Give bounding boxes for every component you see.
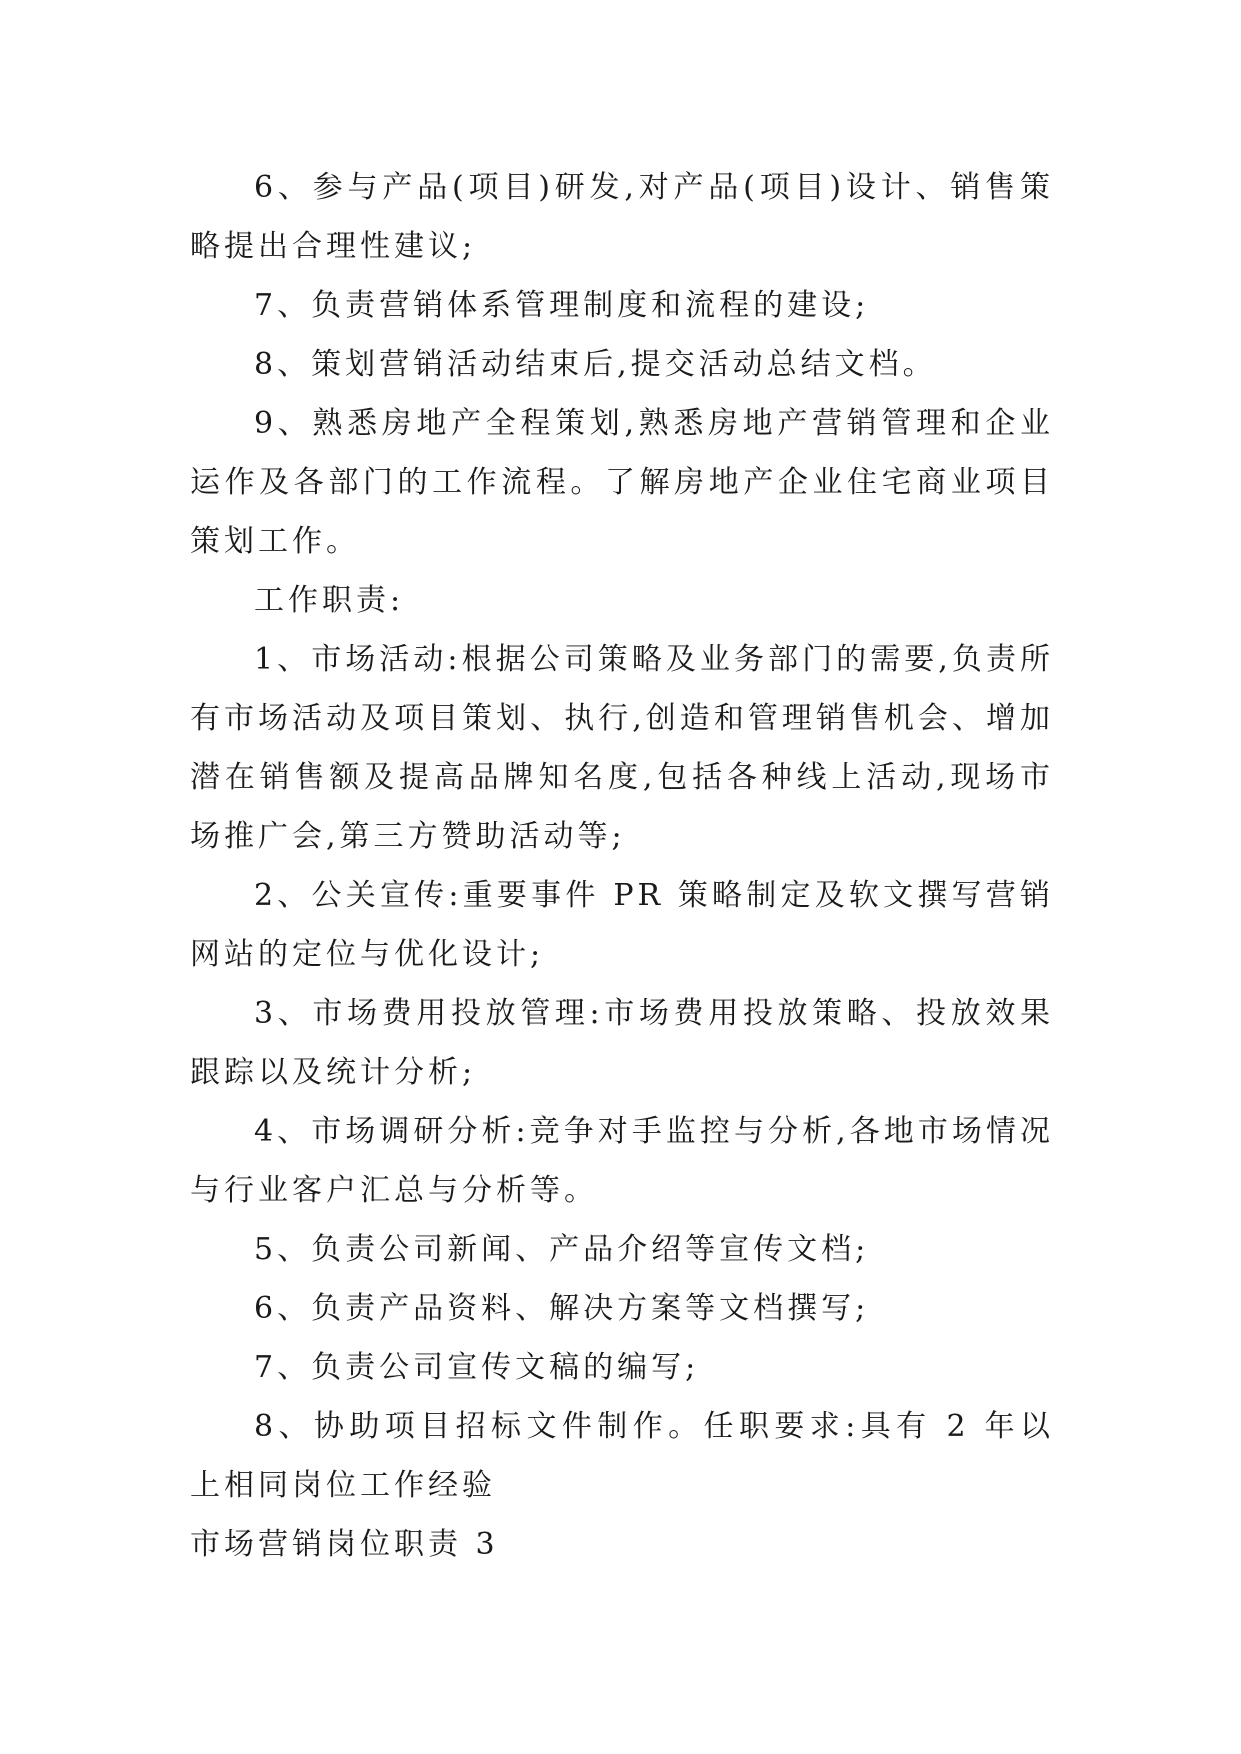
- paragraph-item-8-activity-summary: 8、策划营销活动结束后,提交活动总结文档。: [254, 347, 937, 382]
- duties-label: 工作职责:: [254, 583, 405, 618]
- paragraph-item-6-product-development: 6、参与产品(项目)研发,对产品(项目)设计、销售策略提出合理性建议;: [190, 170, 1054, 264]
- duty-item-3-budget-management: 3、市场费用投放管理:市场费用投放策略、投放效果跟踪以及统计分析;: [190, 996, 1054, 1090]
- duty-item-4-market-research: 4、市场调研分析:竞争对手监控与分析,各地市场情况与行业客户汇总与分析等。: [190, 1114, 1054, 1208]
- duty-item-8-bidding-requirements: 8、协助项目招标文件制作。任职要求:具有 2 年以上相同岗位工作经验: [190, 1409, 1054, 1503]
- duty-item-2-public-relations: 2、公关宣传:重要事件 PR 策略制定及软文撰写营销网站的定位与优化设计;: [190, 878, 1054, 972]
- duty-item-1-market-activities: 1、市场活动:根据公司策略及业务部门的需要,负责所有市场活动及项目策划、执行,创造和管理销售机会、增加潜在销售额及提高品牌知名度,包括各种线上活动,现场市场推广会,第三方赞助活动等;: [190, 642, 1054, 854]
- duty-item-5-news-documents: 5、负责公司新闻、产品介绍等宣传文档;: [254, 1232, 870, 1267]
- section-heading: 市场营销岗位职责 3: [190, 1527, 499, 1562]
- document-body: [190, 158, 1054, 1574]
- paragraph-item-7-marketing-system: 7、负责营销体系管理制度和流程的建设;: [254, 288, 870, 323]
- paragraph-item-9-real-estate-planning: 9、熟悉房地产全程策划,熟悉房地产营销管理和企业运作及各部门的工作流程。了解房地产企业住宅商业项目策划工作。: [190, 406, 1054, 559]
- duty-item-6-product-materials: 6、负责产品资料、解决方案等文档撰写;: [254, 1291, 870, 1326]
- duty-item-7-press-writing: 7、负责公司宣传文稿的编写;: [254, 1350, 700, 1385]
